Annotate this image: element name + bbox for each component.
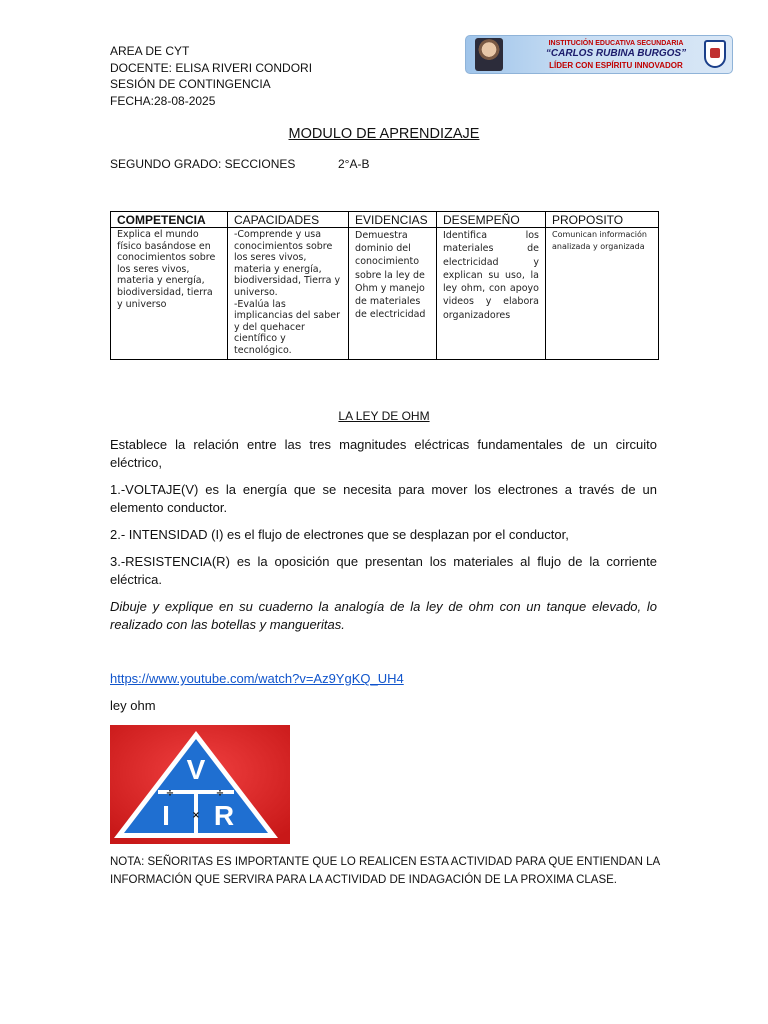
- founder-portrait-icon: [475, 38, 503, 71]
- table-header-row: [111, 212, 659, 228]
- triangle-resistance-label: R: [213, 800, 235, 831]
- grade-label: SEGUNDO GRADO: SECCIONES: [110, 157, 296, 171]
- table-row: [111, 228, 659, 360]
- banner-line-3: LÍDER CON ESPÍRITU INNOVADOR: [549, 61, 683, 70]
- ohm-triangle-icon: [110, 725, 290, 844]
- table-header: CAPACIDADES: [228, 212, 349, 228]
- table-cell-capacidades: -Comprende y usa conocimientos sobre los seres vivos, materia y energía, biodiversidad, Tierra y universo. -Evalúa las implicancias del saber y del quehacer científico y tecnológico.: [228, 228, 349, 360]
- ohm-law-triangle-image: [110, 725, 290, 844]
- intro-paragraph: Establece la relación entre las tres magnitudes eléctricas fundamentales de un circuito eléctrico,: [110, 437, 657, 470]
- triangle-divide-left-icon: ÷: [165, 788, 175, 799]
- area-label: AREA DE CYT: [110, 44, 190, 58]
- table-cell-desempeno: Identifica los materiales de electricidad y explican su uso, la ley ohm, con apoyo videos y elabora organizadores: [437, 228, 546, 360]
- table-cell-evidencias: Demuestra dominio del conocimiento sobre la ley de Ohm y manejo de materiales de electricidad: [349, 228, 437, 360]
- sections-label: 2°A-B: [338, 157, 370, 171]
- competency-table: [110, 211, 659, 360]
- triangle-divide-right-icon: ÷: [215, 788, 225, 799]
- session-label: SESIÓN DE CONTINGENCIA: [110, 77, 271, 91]
- table-header: EVIDENCIAS: [349, 212, 437, 228]
- page-title: MODULO DE APRENDIZAJE: [288, 126, 480, 142]
- task-paragraph: Dibuje y explique en su cuaderno la analogía de la ley de ohm con un tanque elevado, lo realizado con las botellas y mangueritas.: [110, 599, 657, 632]
- image-caption: ley ohm: [110, 698, 156, 713]
- table-header: PROPOSITO: [546, 212, 659, 228]
- voltage-paragraph: 1.-VOLTAJE(V) es la energía que se necesita para mover los electrones a través de un elemento conductor.: [110, 482, 657, 515]
- banner-line-2: “CARLOS RUBINA BURGOS”: [545, 48, 687, 59]
- youtube-link[interactable]: https://www.youtube.com/watch?v=Az9YgKQ_UH4: [110, 671, 404, 686]
- teacher-label: DOCENTE: ELISA RIVERI CONDORI: [110, 61, 313, 75]
- triangle-multiply-icon: ×: [191, 810, 201, 821]
- date-label: FECHA:28-08-2025: [110, 94, 216, 108]
- banner-line-1: INSTITUCIÓN EDUCATIVA SECUNDARIA: [548, 40, 684, 47]
- note-paragraph: NOTA: SEÑORITAS ES IMPORTANTE QUE LO REALICEN ESTA ACTIVIDAD PARA QUE ENTIENDAN LA INFORMACIÓN QUE SERVIRA PARA LA ACTIVIDAD DE INDAGACIÓN DE LA PROXIMA CLASE.: [110, 856, 660, 886]
- table-cell-competencia: Explica el mundo físico basándose en conocimientos sobre los seres vivos, materia y energía, biodiversidad, tierra y universo: [111, 228, 228, 360]
- table-header: COMPETENCIA: [111, 212, 228, 228]
- section-title: LA LEY DE OHM: [338, 409, 430, 423]
- table-header: DESEMPEÑO: [437, 212, 546, 228]
- resistance-paragraph: 3.-RESISTENCIA(R) es la oposición que presentan los materiales al flujo de la corriente eléctrica.: [110, 554, 657, 587]
- intensity-paragraph: 2.- INTENSIDAD (I) es el flujo de electrones que se desplazan por el conductor,: [110, 527, 569, 542]
- table-cell-proposito: Comunican información analizada y organizada: [546, 228, 659, 360]
- school-banner-logo: [465, 35, 733, 74]
- school-crest-icon: [704, 40, 726, 68]
- triangle-voltage-label: V: [186, 754, 206, 785]
- triangle-current-label: I: [162, 800, 170, 831]
